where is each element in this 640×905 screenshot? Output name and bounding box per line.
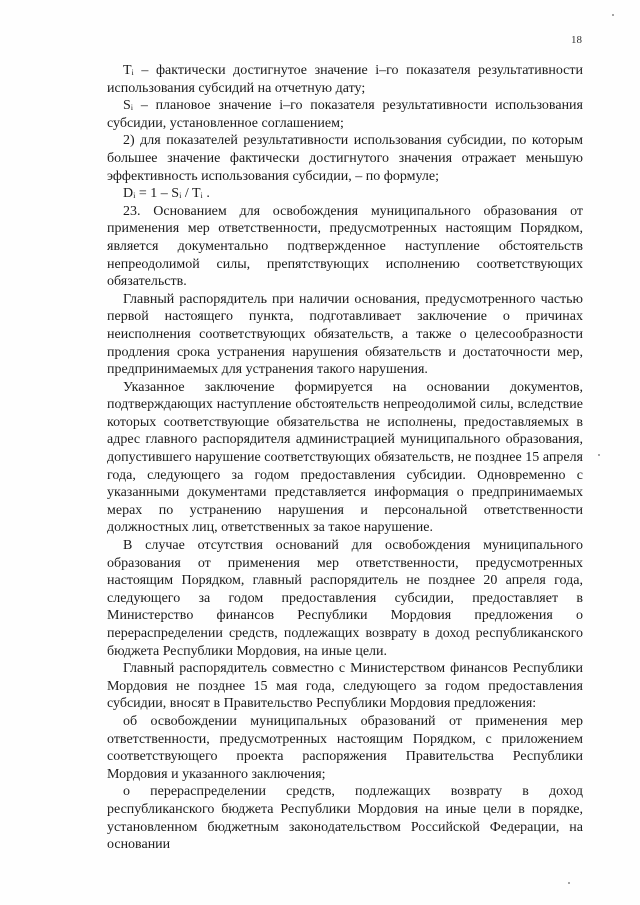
scan-speck bbox=[612, 14, 614, 16]
formula-di: Dᵢ = 1 – Sᵢ / Tᵢ . bbox=[123, 186, 210, 202]
scan-speck bbox=[568, 882, 570, 884]
document-body bbox=[107, 62, 583, 854]
paragraph-joint-proposals: Главный распорядитель совместно с Министерством финансов Республики Мордовия не позднее 15 мая года, следующего за годом предоставления субсидии, вносят в Правительство Республики Мордовия предложения: bbox=[107, 661, 583, 712]
paragraph-ti-definition: Tᵢ – фактически достигнутое значение i–го показателя результативности использования субсидий на отчетную дату; bbox=[107, 63, 583, 96]
page-number: 18 bbox=[571, 34, 582, 46]
paragraph-si-definition: Sᵢ – плановое значение i–го показателя результативности использования субсидии, установленное соглашением; bbox=[107, 98, 583, 131]
paragraph-redistribution-proposal: о перераспределении средств, подлежащих возврату в доход республиканского бюджета Республики Мордовия на иные цели в порядке, установленном бюджетным законодательством Российской Федерации, на основании bbox=[107, 784, 583, 853]
paragraph-clause-23: 23. Основанием для освобождения муниципального образования от применения мер ответственности, предусмотренных настоящим Порядком, является документально подтвержденное наступление обстоятельств непреодолимой силы, препятствующих исполнению соответствующих обязательств. bbox=[107, 203, 583, 290]
scan-speck bbox=[598, 454, 600, 456]
paragraph-no-grounds: В случае отсутствия оснований для освобождения муниципального образования от применения мер ответственности, предусмотренных настоящим Порядком, главный распорядитель не позднее 20 апреля года, следующего за годом предоставления субсидии, предоставляет в Министерство финансов Республики Мордовия предложения о перераспределении средств, подлежащих возврату в доход республиканского бюджета Республики Мордовия, на иные цели. bbox=[107, 538, 583, 659]
paragraph-exemption-proposal: об освобождении муниципальных образований от применения мер ответственности, предусмотренных настоящим Порядком, с приложением соответствующего проекта распоряжения Правительства Республики Мордовия и указанного заключения; bbox=[107, 713, 583, 782]
paragraph-item-2: 2) для показателей результативности использования субсидии, по которым большее значение фактически достигнутого значения отражает меньшую эффективность использования субсидии, – по формуле; bbox=[107, 133, 583, 184]
paragraph-main-manager-conclusion: Главный распорядитель при наличии основания, предусмотренного частью первой настоящего пункта, подготавливает заключение о причинах неисполнения соответствующих обязательств, а также о целесообразности продления срока устранения нарушения обязательств и достаточности мер, предпринимаемых для устранения такого нарушения. bbox=[107, 291, 583, 378]
paragraph-conclusion-basis: Указанное заключение формируется на основании документов, подтверждающих наступление обстоятельств непреодолимой силы, вследствие которых соответствующие обязательства не исполнены, предоставляемых в адрес главного распорядителя администрацией муниципального образования, допустившего нарушение соответствующих обязательств, не позднее 15 апреля года, следующего за годом предоставления субсидии. Одновременно с указанными документами представляется информация о предпринимаемых мерах по устранению нарушения и персональной ответственности должностных лиц, ответственных за такое нарушение. bbox=[107, 379, 583, 536]
